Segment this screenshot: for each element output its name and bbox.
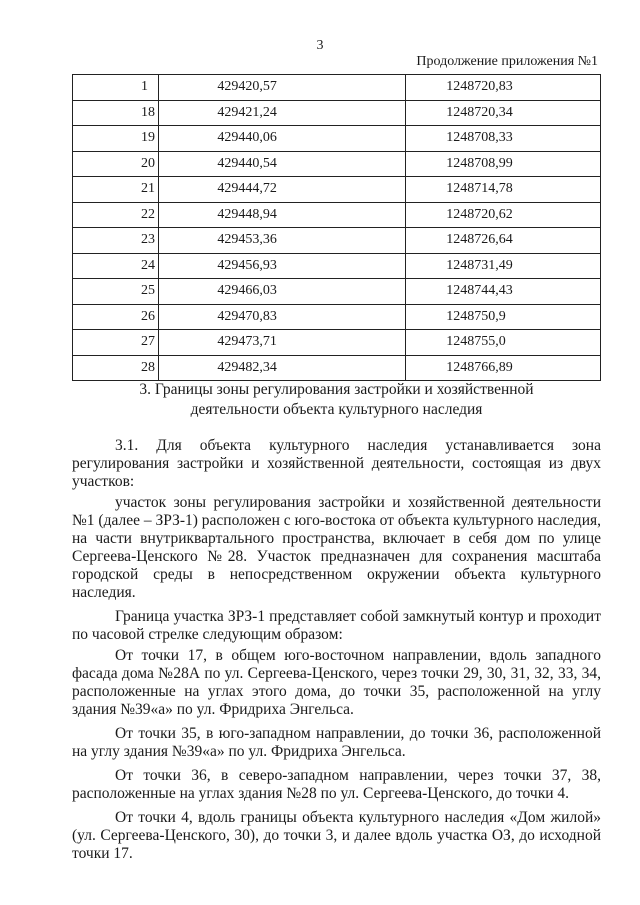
y-coordinate-cell: 1248766,89 — [406, 355, 601, 381]
point-number-cell: 20 — [73, 151, 159, 177]
appendix-continuation-note: Продолжение приложения №1 — [416, 54, 598, 69]
table-row — [73, 126, 601, 152]
y-coordinate-cell: 1248755,0 — [406, 330, 601, 356]
coordinates-table — [72, 74, 601, 381]
table-row — [73, 253, 601, 279]
y-coordinate-cell: 1248720,62 — [406, 202, 601, 228]
section-heading-line-1: 3. Границы зоны регулирования застройки и хозяйственной — [139, 381, 534, 398]
y-coordinate-cell: 1248714,78 — [406, 177, 601, 203]
y-coordinate-cell: 1248750,9 — [406, 304, 601, 330]
table-row — [73, 75, 601, 101]
table-row — [73, 177, 601, 203]
y-coordinate-cell: 1248720,83 — [406, 75, 601, 101]
paragraph-point-4: От точки 4, вдоль границы объекта культурного наследия «Дом жилой» (ул. Сергеева-Ценского, 30), до точки 3, и далее вдоль участка ОЗ, до исходной точки 17. — [72, 809, 601, 862]
page-number: 3 — [316, 38, 324, 53]
x-coordinate-cell: 429421,24 — [159, 100, 406, 126]
y-coordinate-cell: 1248731,49 — [406, 253, 601, 279]
point-number-cell: 24 — [73, 253, 159, 279]
x-coordinate-cell: 429470,83 — [159, 304, 406, 330]
y-coordinate-cell: 1248708,99 — [406, 151, 601, 177]
body-text — [72, 437, 601, 866]
table-row — [73, 151, 601, 177]
point-number-cell: 1 — [73, 75, 159, 101]
table-row — [73, 355, 601, 381]
point-number-cell: 28 — [73, 355, 159, 381]
x-coordinate-cell: 429456,93 — [159, 253, 406, 279]
y-coordinate-cell: 1248744,43 — [406, 279, 601, 305]
x-coordinate-cell: 429482,34 — [159, 355, 406, 381]
x-coordinate-cell: 429440,06 — [159, 126, 406, 152]
x-coordinate-cell: 429453,36 — [159, 228, 406, 254]
section-heading-line-2: деятельности объекта культурного наследия — [190, 401, 483, 418]
table-row — [73, 228, 601, 254]
paragraph-zrz1-description: участок зоны регулирования застройки и хозяйственной деятельности №1 (далее – ЗРЗ-1) расположен с юго-востока от объекта культурного наследия, на части внутриквартального пространства, включает в себя дом по улице Сергеева-Ценского №28. Участок предназначен для сохранения масштаба городской среды в непосредственном окружении объекта культурного наследия. — [72, 494, 601, 601]
paragraph-point-36: От точки 36, в северо-западном направлении, через точки 37, 38, расположенные на углах здания №28 по ул. Сергеева-Ценского, до точки 4. — [72, 767, 601, 802]
y-coordinate-cell: 1248720,34 — [406, 100, 601, 126]
table-row — [73, 304, 601, 330]
section-heading — [72, 380, 601, 420]
paragraph-point-35: От точки 35, в юго-западном направлении, до точки 36, расположенной на углу здания №39«а» по ул. Фридриха Энгельса. — [72, 725, 601, 760]
point-number-cell: 22 — [73, 202, 159, 228]
x-coordinate-cell: 429473,71 — [159, 330, 406, 356]
y-coordinate-cell: 1248708,33 — [406, 126, 601, 152]
x-coordinate-cell: 429440,54 — [159, 151, 406, 177]
paragraph-point-17: От точки 17, в общем юго-восточном направлении, вдоль западного фасада дома №28А по ул. Сергеева-Ценского, через точки 29, 30, 31, 32, 33, 34, расположенные на углах этого дома, до точки 35, расположенной на углу здания №39«а» по ул. Фридриха Энгельса. — [72, 647, 601, 718]
point-number-cell: 26 — [73, 304, 159, 330]
point-number-cell: 21 — [73, 177, 159, 203]
point-number-cell: 23 — [73, 228, 159, 254]
table-row — [73, 202, 601, 228]
x-coordinate-cell: 429466,03 — [159, 279, 406, 305]
paragraph-boundary-intro: Граница участка ЗРЗ-1 представляет собой замкнутый контур и проходит по часовой стрелке следующим образом: — [72, 608, 601, 643]
x-coordinate-cell: 429444,72 — [159, 177, 406, 203]
table-row — [73, 279, 601, 305]
x-coordinate-cell: 429420,57 — [159, 75, 406, 101]
paragraph-3-1: 3.1. Для объекта культурного наследия устанавливается зона регулирования застройки и хозяйственной деятельности, состоящая из двух участков: — [72, 437, 601, 490]
point-number-cell: 25 — [73, 279, 159, 305]
table-row — [73, 330, 601, 356]
x-coordinate-cell: 429448,94 — [159, 202, 406, 228]
point-number-cell: 18 — [73, 100, 159, 126]
point-number-cell: 27 — [73, 330, 159, 356]
table-row — [73, 100, 601, 126]
y-coordinate-cell: 1248726,64 — [406, 228, 601, 254]
point-number-cell: 19 — [73, 126, 159, 152]
